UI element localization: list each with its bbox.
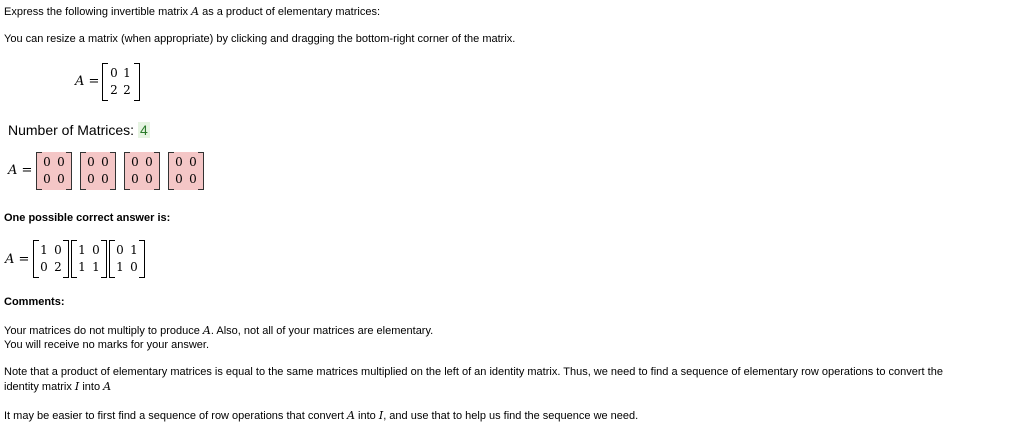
note-line-1: Note that a product of elementary matrices is equal to the same matrices multiplied on the left of an identity matrix. Thus, we need to find a sequence of elementary row operations to convert the [4, 366, 943, 378]
bracket-right [101, 240, 107, 278]
question-text [4, 5, 380, 18]
answer-lhs: A = [5, 252, 30, 267]
input-cell[interactable]: 0 [101, 172, 109, 186]
answer-cell: 1 [40, 243, 48, 257]
input-matrix-3[interactable] [124, 152, 160, 190]
input-cell[interactable]: 0 [101, 155, 109, 169]
answer-cell: 1 [92, 260, 100, 274]
input-matrix-1[interactable] [36, 152, 72, 190]
question-prefix: Express the following invertible matrix [4, 6, 192, 18]
note-2-var-2: A [103, 380, 112, 393]
answer-cell: 0 [40, 260, 48, 274]
answer-heading: One possible correct answer is: [4, 212, 171, 224]
given-cell-11: 0 [110, 66, 118, 80]
answer-cell: 0 [130, 260, 138, 274]
given-cell-12: 1 [123, 66, 131, 80]
given-cell-22: 2 [123, 83, 131, 97]
comment-line-2: You will receive no marks for your answer. [4, 339, 210, 351]
input-cell[interactable]: 0 [175, 172, 183, 186]
input-cell[interactable]: 0 [57, 172, 65, 186]
hint-prefix: It may be easier to first find a sequence of row operations that convert [4, 410, 348, 422]
input-cell[interactable]: 0 [189, 155, 197, 169]
bracket-right [198, 152, 204, 190]
answer-cell: 1 [130, 243, 138, 257]
num-matrices-label: Number of Matrices: [8, 122, 138, 138]
input-cell[interactable]: 0 [145, 155, 153, 169]
resize-hint: You can resize a matrix (when appropriate) by clicking and dragging the bottom-right corner of the matrix. [4, 33, 516, 45]
answer-cell: 0 [116, 243, 124, 257]
comment-1-var: A [202, 324, 211, 337]
bracket-right [63, 240, 69, 278]
question-suffix: as a product of elementary matrices: [199, 6, 380, 18]
input-cell[interactable]: 0 [145, 172, 153, 186]
given-lhs: A = [75, 74, 100, 89]
input-cell[interactable]: 0 [87, 172, 95, 186]
input-cell[interactable]: 0 [43, 172, 51, 186]
answer-cell: 0 [54, 243, 62, 257]
comment-line-1 [4, 324, 433, 337]
hint-line [4, 409, 638, 422]
hint-suffix: , and use that to help us find the sequence we need. [383, 410, 639, 422]
input-cell[interactable]: 0 [87, 155, 95, 169]
answer-matrix-3 [109, 240, 145, 278]
bracket-left [102, 63, 108, 101]
given-matrix [102, 63, 140, 101]
num-matrices [8, 122, 150, 138]
comment-1-prefix: Your matrices do not multiply to produce [4, 325, 203, 337]
input-cell[interactable]: 0 [189, 172, 197, 186]
answer-cell: 1 [116, 260, 124, 274]
answer-matrix-2 [71, 240, 107, 278]
input-cell[interactable]: 0 [43, 155, 51, 169]
note-2-mid: into [79, 381, 104, 393]
answer-cell: 1 [78, 243, 86, 257]
input-matrix-2[interactable] [80, 152, 116, 190]
bracket-right [134, 63, 140, 101]
hint-var-1: A [347, 409, 355, 422]
bracket-right [139, 240, 145, 278]
note-2-var-1: I [74, 380, 80, 393]
input-cell[interactable]: 0 [57, 155, 65, 169]
bracket-right [66, 152, 72, 190]
answer-matrix-1 [33, 240, 69, 278]
answer-cell: 2 [54, 260, 62, 274]
question-var: A [191, 5, 200, 18]
note-line-2 [4, 380, 111, 393]
answer-cell: 0 [92, 243, 100, 257]
bracket-right [154, 152, 160, 190]
input-cell[interactable]: 0 [131, 172, 139, 186]
input-cell[interactable]: 0 [175, 155, 183, 169]
note-2-prefix: identity matrix [4, 381, 75, 393]
bracket-right [110, 152, 116, 190]
comment-1-suffix: . Also, not all of your matrices are elementary. [210, 325, 434, 337]
given-cell-21: 2 [110, 83, 118, 97]
input-lhs: A = [8, 163, 33, 178]
input-cell[interactable]: 0 [131, 155, 139, 169]
input-matrix-4[interactable] [168, 152, 204, 190]
num-matrices-value[interactable]: 4 [139, 122, 148, 138]
hint-var-2: I [378, 409, 384, 422]
comments-heading: Comments: [4, 296, 65, 308]
answer-cell: 1 [78, 260, 86, 274]
hint-mid: into [354, 410, 379, 422]
